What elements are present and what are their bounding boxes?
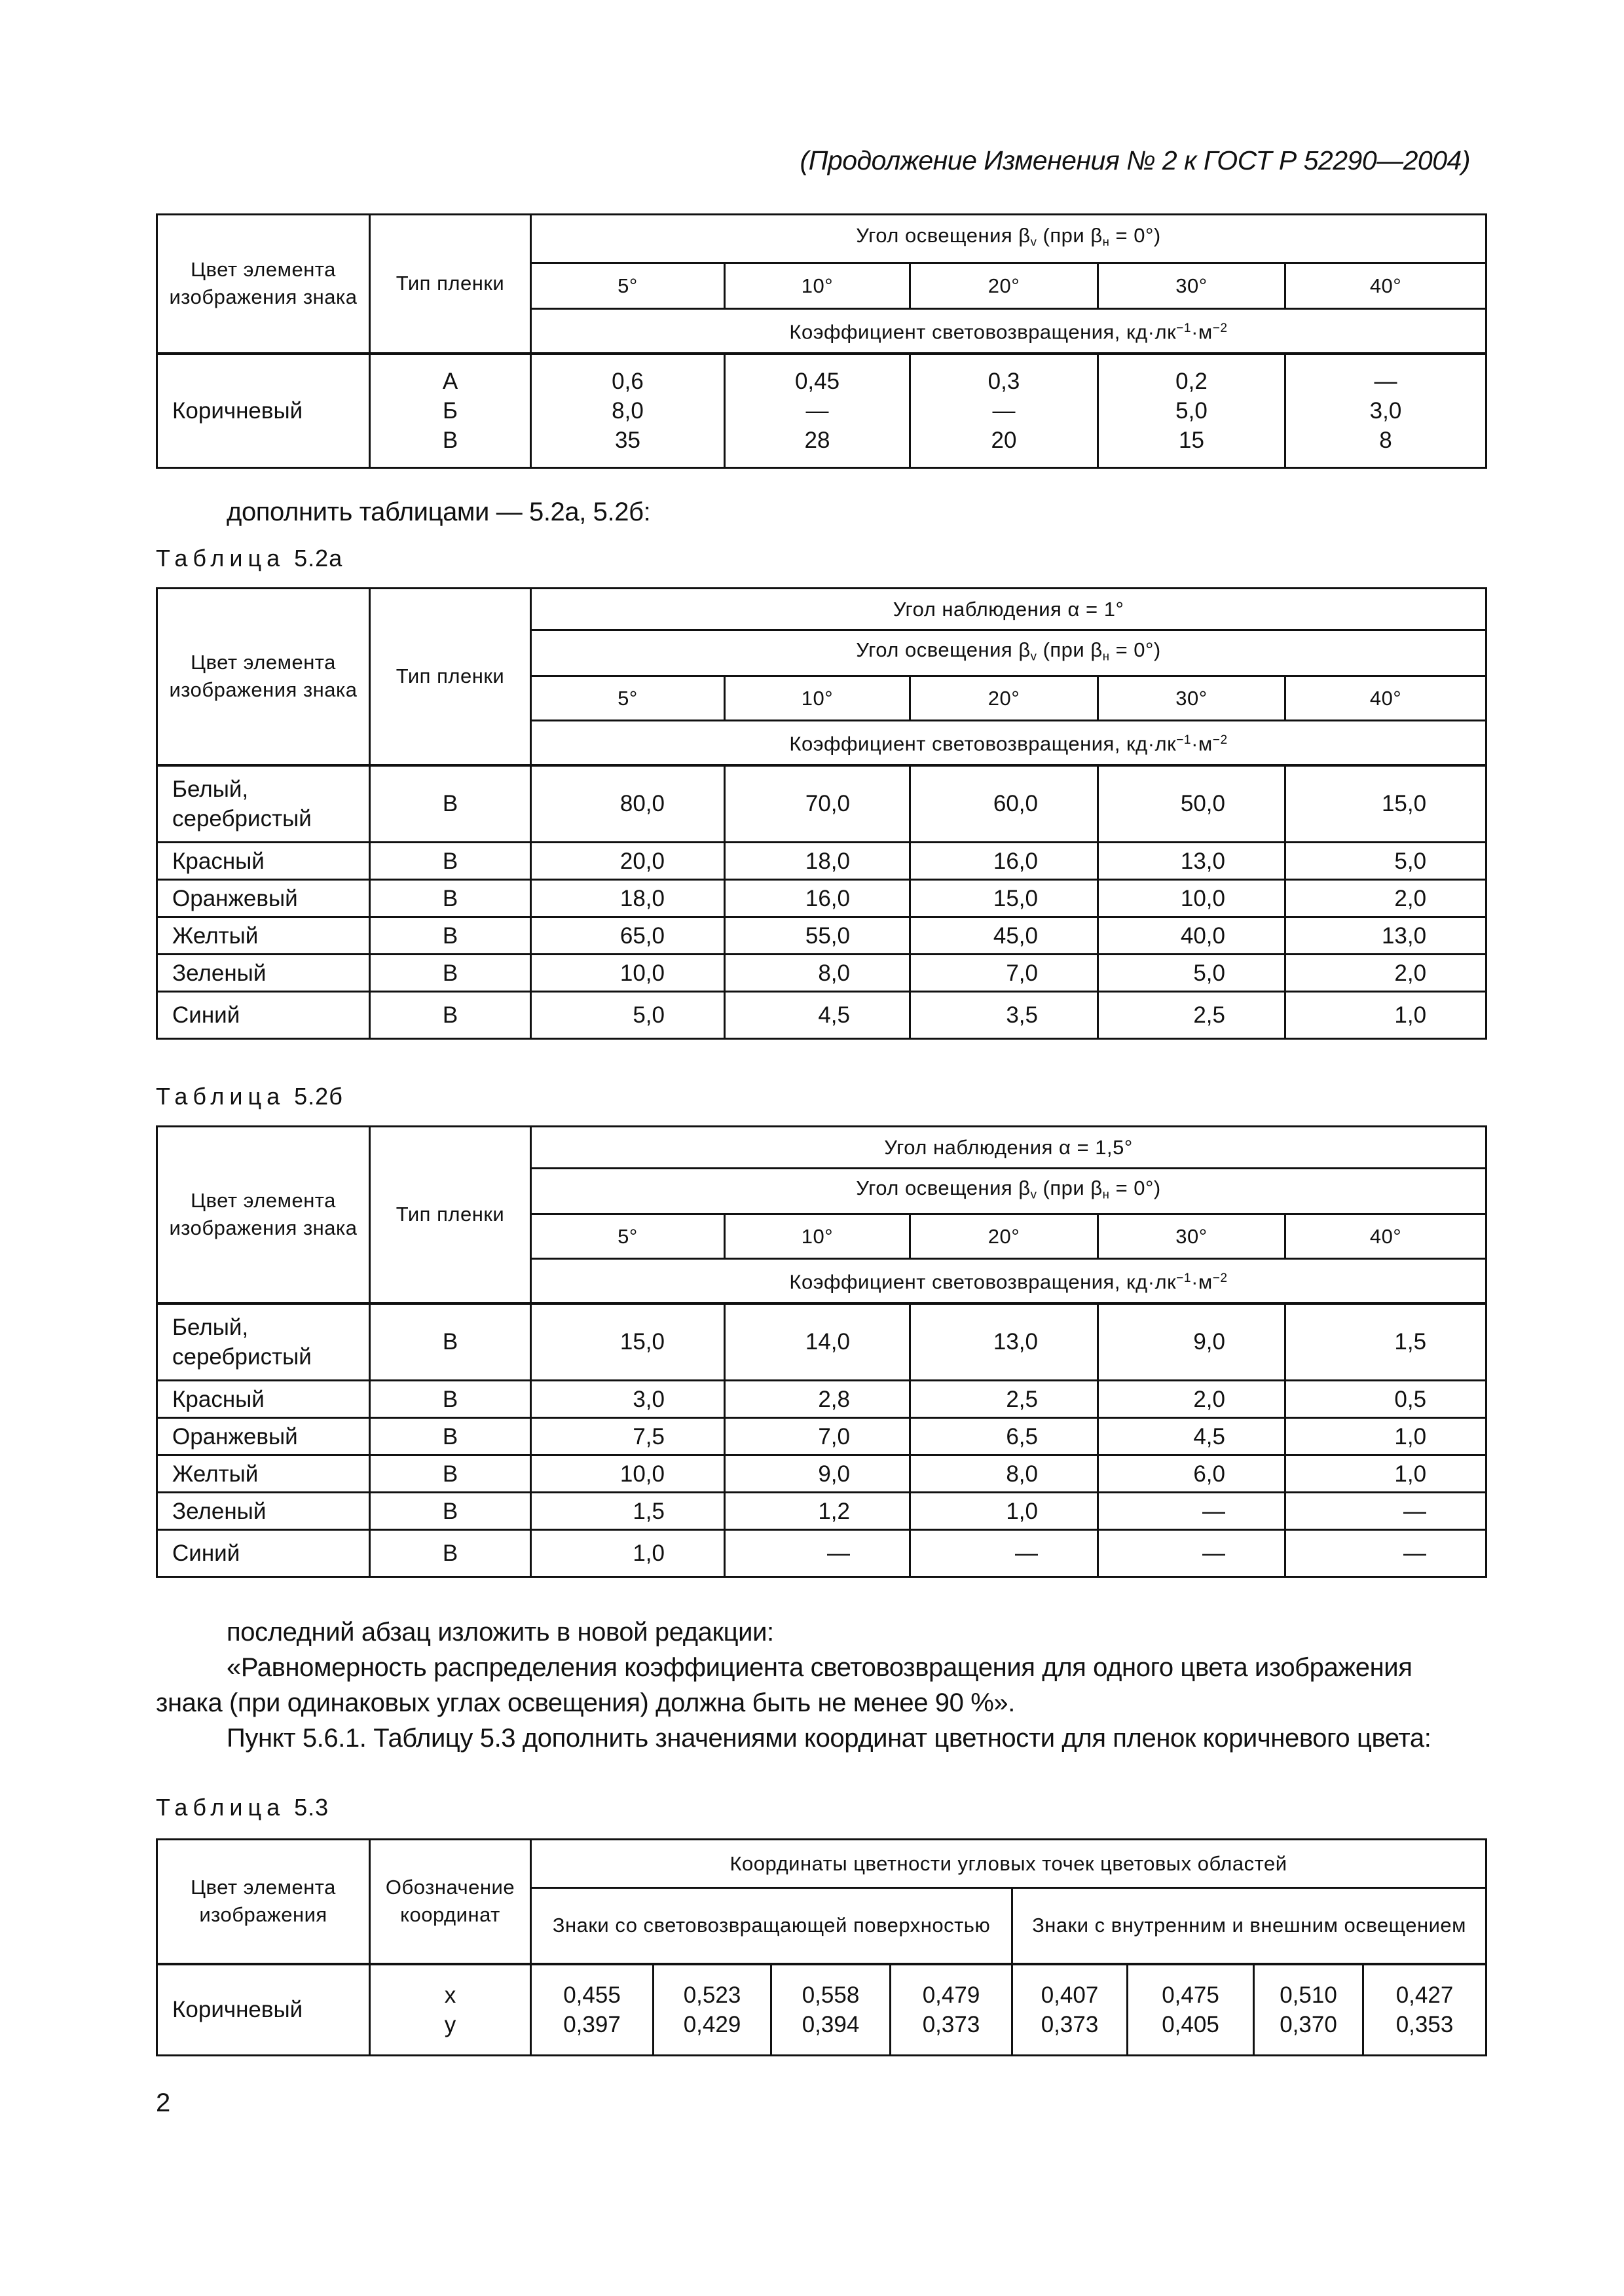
value-cell: 13,0 <box>910 1303 1098 1381</box>
value-cell: 1,0 <box>1285 992 1486 1039</box>
angle-header: 20° <box>910 263 1098 309</box>
angle-header: 10° <box>725 263 910 309</box>
color-cell: Коричневый <box>157 1964 370 2056</box>
film-cell: В <box>370 1303 531 1381</box>
value-cell: — 3,0 8 <box>1285 354 1486 468</box>
table-caption-5-2b: Таблица 5.2б <box>156 1083 343 1110</box>
value-cell: 5,0 <box>1098 955 1285 992</box>
table-row <box>157 880 1486 917</box>
color-cell: Красный <box>157 843 370 880</box>
observation-angle-header: Угол наблюдения α = 1,5° <box>531 1127 1486 1169</box>
color-cell: Синий <box>157 992 370 1039</box>
value-cell: — <box>1098 1493 1285 1530</box>
value-cell: 13,0 <box>1285 917 1486 955</box>
chromaticity-point-cell: 0,407 0,373 <box>1012 1964 1128 2056</box>
table-row <box>157 1418 1486 1455</box>
continuation-header: (Продолжение Изменения № 2 к ГОСТ Р 52290—2004) <box>800 145 1470 175</box>
illumination-angle-header: Угол освещения $\beta_v$ (при $\beta_н = 0^\circ$) <box>531 1169 1486 1214</box>
color-column-header: Цвет элемента изображения знака <box>157 589 370 765</box>
retroreflective-signs-header: Знаки со световозвращающей поверхностью <box>531 1888 1012 1964</box>
observation-angle-header: Угол наблюдения α = 1° <box>531 589 1486 630</box>
table-caption-5-2a: Таблица 5.2а <box>156 545 343 572</box>
value-cell: 16,0 <box>910 843 1098 880</box>
angle-header: 30° <box>1098 263 1285 309</box>
chromaticity-point-cell: 0,510 0,370 <box>1254 1964 1363 2056</box>
paragraph-new-edition: последний абзац изложить в новой редакции: <box>227 1618 774 1647</box>
table-row <box>157 1530 1486 1577</box>
value-cell: 9,0 <box>725 1455 910 1493</box>
table-5-3 <box>156 1838 1487 2056</box>
chromaticity-group-header: Координаты цветности угловых точек цветовых областей <box>531 1840 1486 1888</box>
table-row <box>157 1964 1486 2056</box>
value-cell: 1,0 <box>531 1530 725 1577</box>
value-cell: — <box>1098 1530 1285 1577</box>
angle-header: 40° <box>1285 676 1486 721</box>
coordinates-column-header: Обозначение координат <box>370 1840 531 1964</box>
table-row <box>157 1303 1486 1381</box>
value-cell: 2,5 <box>1098 992 1285 1039</box>
film-column-header: Тип пленки <box>370 589 531 765</box>
value-cell: — <box>1285 1493 1486 1530</box>
color-cell: Белый, серебристый <box>157 1303 370 1381</box>
paragraph-uniformity: «Равномерность распределения коэффициента световозвращения для одного цвета изображения знака (при одинаковых углах освещения) должна быть не менее 90 %». <box>156 1653 1412 1717</box>
value-cell: 50,0 <box>1098 765 1285 843</box>
color-cell: Коричневый <box>157 354 370 468</box>
value-cell: 7,5 <box>531 1418 725 1455</box>
angle-header: 20° <box>910 1214 1098 1259</box>
value-cell: 7,0 <box>725 1418 910 1455</box>
chromaticity-point-cell: 0,558 0,394 <box>771 1964 891 2056</box>
value-cell: 0,45 — 28 <box>725 354 910 468</box>
value-cell: 80,0 <box>531 765 725 843</box>
value-cell: 13,0 <box>1098 843 1285 880</box>
paragraph-add-tables: дополнить таблицами — 5.2а, 5.2б: <box>227 498 651 526</box>
table-row <box>157 843 1486 880</box>
color-cell: Желтый <box>157 1455 370 1493</box>
value-cell: 10,0 <box>1098 880 1285 917</box>
film-cell: В <box>370 917 531 955</box>
film-column-header: Тип пленки <box>370 1127 531 1303</box>
value-cell: 70,0 <box>725 765 910 843</box>
value-cell: 2,0 <box>1285 880 1486 917</box>
value-cell: — <box>910 1530 1098 1577</box>
angle-header: 30° <box>1098 1214 1285 1259</box>
value-cell: 16,0 <box>725 880 910 917</box>
table-row <box>157 955 1486 992</box>
value-cell: 18,0 <box>725 843 910 880</box>
angle-header: 20° <box>910 676 1098 721</box>
film-cell: В <box>370 1418 531 1455</box>
value-cell: 15,0 <box>910 880 1098 917</box>
value-cell: 3,5 <box>910 992 1098 1039</box>
value-cell: 15,0 <box>531 1303 725 1381</box>
value-cell: 10,0 <box>531 1455 725 1493</box>
value-cell: 6,0 <box>1098 1455 1285 1493</box>
color-cell: Красный <box>157 1381 370 1418</box>
illumination-angle-header: Угол освещения $\beta_v$ (при $\beta_н = 0^\circ$) <box>531 630 1486 676</box>
value-cell: 2,5 <box>910 1381 1098 1418</box>
table-row <box>157 1381 1486 1418</box>
value-cell: 0,3 — 20 <box>910 354 1098 468</box>
chromaticity-point-cell: 0,427 0,353 <box>1363 1964 1486 2056</box>
value-cell: 1,2 <box>725 1493 910 1530</box>
value-cell: 0,2 5,0 15 <box>1098 354 1285 468</box>
color-column-header: Цвет элемента изображения знака <box>157 215 370 354</box>
value-cell: 0,6 8,0 35 <box>531 354 725 468</box>
angle-header: 5° <box>531 263 725 309</box>
value-cell: — <box>1285 1530 1486 1577</box>
table-5-2b <box>156 1125 1487 1578</box>
value-cell: 3,0 <box>531 1381 725 1418</box>
table-row <box>157 917 1486 955</box>
chromaticity-point-cell: 0,455 0,397 <box>531 1964 654 2056</box>
illuminated-signs-header: Знаки с внутренним и внешним освещением <box>1012 1888 1486 1964</box>
value-cell: 5,0 <box>1285 843 1486 880</box>
value-cell: 2,8 <box>725 1381 910 1418</box>
value-cell: 14,0 <box>725 1303 910 1381</box>
angle-header: 40° <box>1285 263 1486 309</box>
value-cell: 0,5 <box>1285 1381 1486 1418</box>
film-cell: В <box>370 880 531 917</box>
value-cell: 5,0 <box>531 992 725 1039</box>
value-cell: 1,0 <box>1285 1455 1486 1493</box>
value-cell: 20,0 <box>531 843 725 880</box>
film-column-header: Тип пленки <box>370 215 531 354</box>
value-cell: 1,5 <box>531 1493 725 1530</box>
film-cell: В <box>370 765 531 843</box>
value-cell: 2,0 <box>1285 955 1486 992</box>
coefficient-header: Коэффициент световозвращения, $кд\cdot лк^{-1}\cdot м^{-2}$ <box>531 721 1486 765</box>
angle-header: 30° <box>1098 676 1285 721</box>
color-cell: Зеленый <box>157 1493 370 1530</box>
angle-header: 10° <box>725 676 910 721</box>
illumination-angle-header: Угол освещения $\beta_v$ (при $\beta_н = 0^\circ$) <box>531 215 1486 263</box>
film-cell: В <box>370 955 531 992</box>
value-cell: 7,0 <box>910 955 1098 992</box>
film-cell: В <box>370 1381 531 1418</box>
value-cell: 10,0 <box>531 955 725 992</box>
paragraph-clause-5-6-1: Пункт 5.6.1. Таблицу 5.3 дополнить значениями координат цветности для пленок коричневого цвета: <box>227 1724 1431 1753</box>
value-cell: 60,0 <box>910 765 1098 843</box>
value-cell: 4,5 <box>725 992 910 1039</box>
chromaticity-point-cell: 0,475 0,405 <box>1128 1964 1254 2056</box>
table-caption-5-3: Таблица 5.3 <box>156 1794 329 1821</box>
table-row <box>157 1455 1486 1493</box>
color-column-header: Цвет элемента изображения знака <box>157 1127 370 1303</box>
value-cell: 18,0 <box>531 880 725 917</box>
value-cell: 65,0 <box>531 917 725 955</box>
page-number: 2 <box>156 2088 171 2117</box>
value-cell: 1,5 <box>1285 1303 1486 1381</box>
chromaticity-point-cell: 0,523 0,429 <box>654 1964 771 2056</box>
table-brown-retroreflection <box>156 213 1487 469</box>
color-cell: Зеленый <box>157 955 370 992</box>
color-cell: Оранжевый <box>157 880 370 917</box>
value-cell: 15,0 <box>1285 765 1486 843</box>
value-cell: 1,0 <box>1285 1418 1486 1455</box>
film-cell: В <box>370 1530 531 1577</box>
value-cell: 40,0 <box>1098 917 1285 955</box>
value-cell: 55,0 <box>725 917 910 955</box>
value-cell: 8,0 <box>910 1455 1098 1493</box>
angle-header: 10° <box>725 1214 910 1259</box>
value-cell: — <box>725 1530 910 1577</box>
value-cell: 8,0 <box>725 955 910 992</box>
color-cell: Оранжевый <box>157 1418 370 1455</box>
film-cell: В <box>370 992 531 1039</box>
chromaticity-point-cell: 0,479 0,373 <box>891 1964 1012 2056</box>
value-cell: 9,0 <box>1098 1303 1285 1381</box>
color-cell: Белый, серебристый <box>157 765 370 843</box>
value-cell: 2,0 <box>1098 1381 1285 1418</box>
value-cell: 4,5 <box>1098 1418 1285 1455</box>
table-row <box>157 992 1486 1039</box>
film-cell: В <box>370 1493 531 1530</box>
coordinate-symbols-cell: x y <box>370 1964 531 2056</box>
angle-header: 5° <box>531 676 725 721</box>
film-cell: В <box>370 843 531 880</box>
angle-header: 5° <box>531 1214 725 1259</box>
coefficient-header: Коэффициент световозвращения, $кд\cdot лк^{-1}\cdot м^{-2}$ <box>531 309 1486 354</box>
value-cell: 6,5 <box>910 1418 1098 1455</box>
film-types-cell: А Б В <box>370 354 531 468</box>
color-cell: Желтый <box>157 917 370 955</box>
film-cell: В <box>370 1455 531 1493</box>
table-row <box>157 765 1486 843</box>
value-cell: 45,0 <box>910 917 1098 955</box>
color-column-header: Цвет элемента изображения <box>157 1840 370 1964</box>
table-5-2a <box>156 587 1487 1040</box>
table-row <box>157 1493 1486 1530</box>
color-cell: Синий <box>157 1530 370 1577</box>
angle-header: 40° <box>1285 1214 1486 1259</box>
value-cell: 1,0 <box>910 1493 1098 1530</box>
coefficient-header: Коэффициент световозвращения, $кд\cdot лк^{-1}\cdot м^{-2}$ <box>531 1259 1486 1303</box>
